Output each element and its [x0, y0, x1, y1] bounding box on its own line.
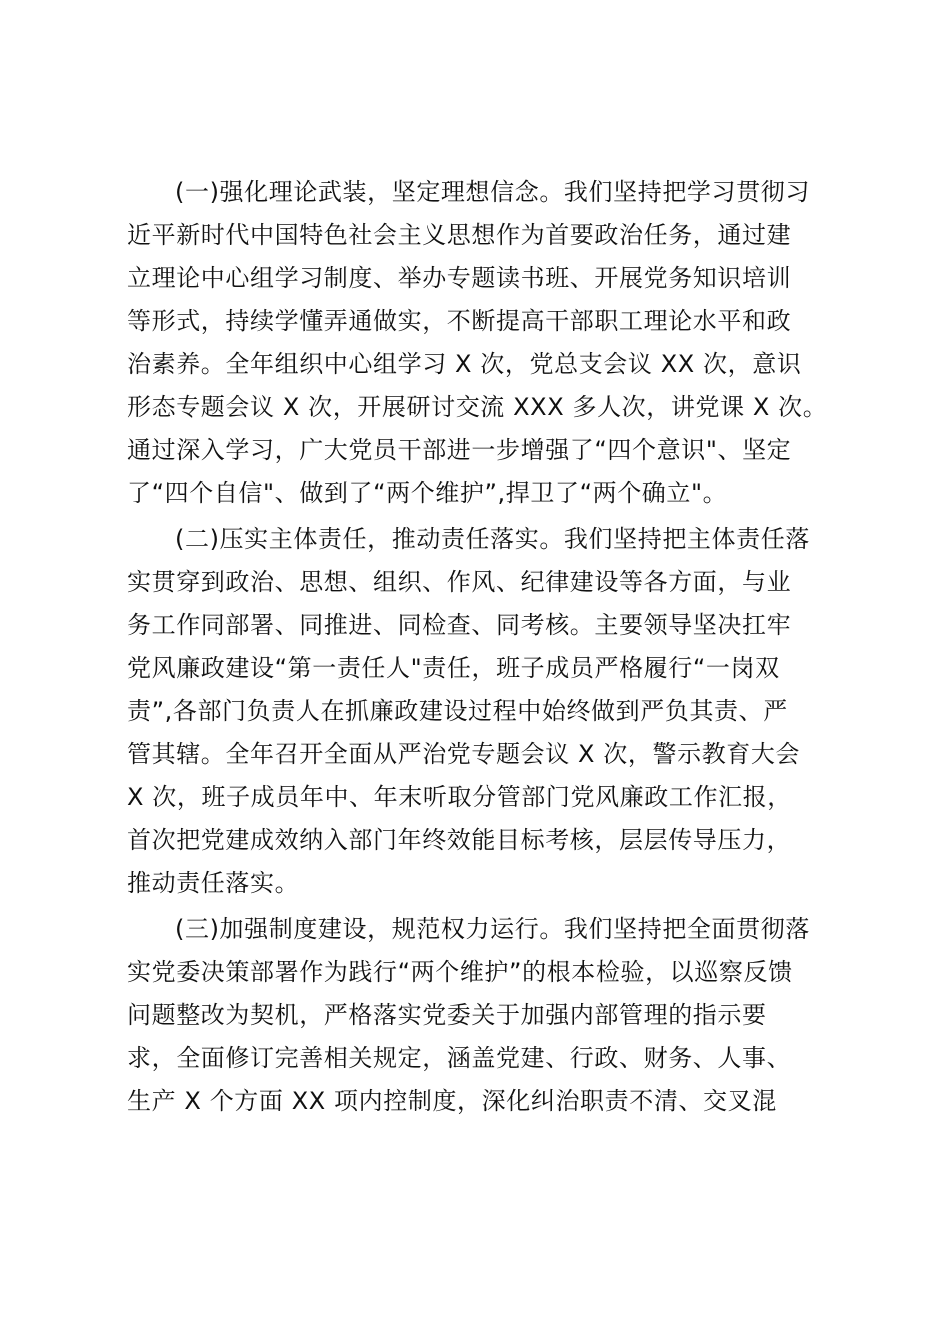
paragraph-line: 责”,各部门负责人在抓廉政建设过程中始终做到严负其责、严: [127, 697, 788, 725]
paragraph-line: (三)加强制度建设，规范权力运行。我们坚持把全面贯彻落: [175, 915, 810, 943]
paragraph-line: 形态专题会议 X 次，开展研讨交流 XXX 多人次，讲党课 X 次。: [127, 393, 828, 421]
paragraph-line: 推动责任落实。: [127, 869, 300, 897]
paragraph-line: 近平新时代中国特色社会主义思想作为首要政治任务，通过建: [127, 221, 792, 249]
paragraph-line: 问题整改为契机，严格落实党委关于加强内部管理的指示要: [127, 1001, 767, 1029]
paragraph-line: 实党委决策部署作为践行“两个维护”的根本检验，以巡察反馈: [127, 958, 793, 986]
paragraph-line: 通过深入学习，广大党员干部进一步增强了“四个意识"、坚定: [127, 436, 792, 464]
paragraph-line: 了“四个自信"、做到了“两个维护”,捍卫了“两个确立"。: [127, 479, 728, 507]
paragraph-line: 务工作同部署、同推进、同检查、同考核。主要领导坚决扛牢: [127, 611, 792, 639]
paragraph-line: 首次把党建成效纳入部门年终效能目标考核，层层传导压力，: [127, 826, 792, 854]
paragraph-line: 管其辖。全年召开全面从严治党专题会议 X 次，警示教育大会: [127, 740, 801, 768]
paragraph-line: 实贯穿到政治、思想、组织、作风、纪律建设等各方面，与业: [127, 568, 792, 596]
paragraph-line: 党风廉政建设“第一责任人"责任，班子成员严格履行“一岗双: [127, 654, 780, 682]
paragraph-line: (一)强化理论武装，坚定理想信念。我们坚持把学习贯彻习: [175, 178, 810, 206]
paragraph-line: 生产 X 个方面 XX 项内控制度，深化纠治职责不清、交叉混: [127, 1087, 777, 1115]
paragraph-3: [127, 908, 827, 1123]
paragraph-line: 治素养。全年组织中心组学习 X 次，党总支会议 XX 次，意识: [127, 350, 802, 378]
paragraph-line: 立理论中心组学习制度、举办专题读书班、开展党务知识培训: [127, 264, 792, 292]
paragraph-2: [127, 518, 827, 905]
paragraph-line: 等形式，持续学懂弄通做实，不断提高干部职工理论水平和政: [127, 307, 792, 335]
paragraph-line: 求，全面修订完善相关规定，涵盖党建、行政、财务、人事、: [127, 1044, 792, 1072]
paragraph-line: X 次，班子成员年中、年末听取分管部门党风廉政工作汇报，: [127, 783, 792, 811]
paragraph-1: [127, 171, 827, 515]
paragraph-line: (二)压实主体责任，推动责任落实。我们坚持把主体责任落: [175, 525, 810, 553]
document-body: [127, 171, 827, 1123]
